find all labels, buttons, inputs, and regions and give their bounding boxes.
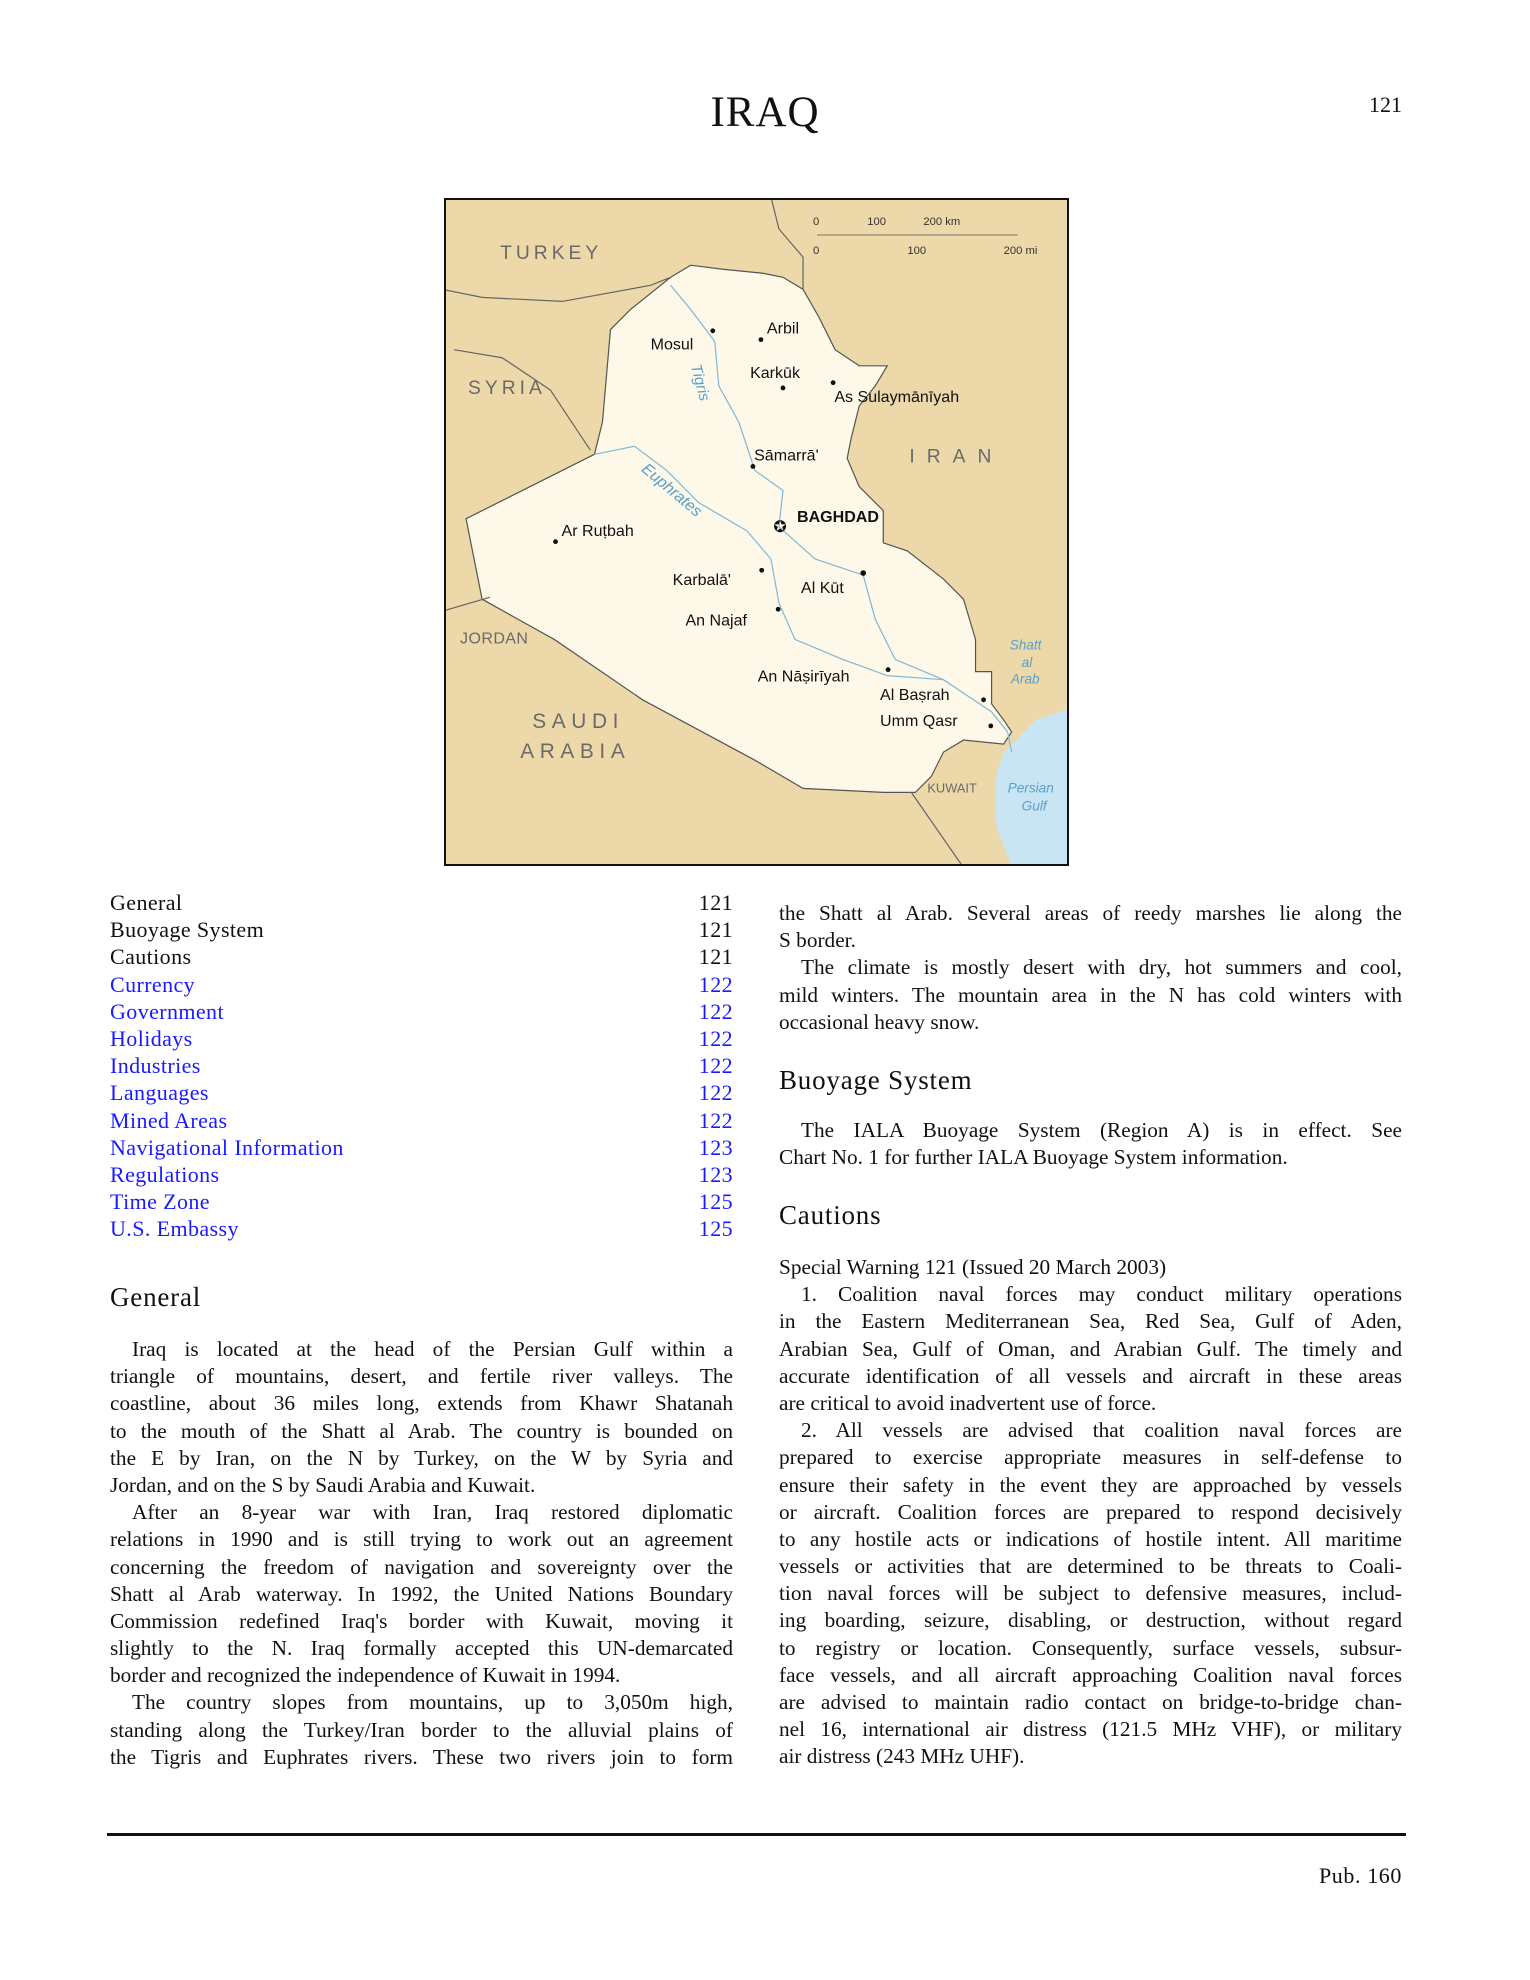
general-text-left [110, 1336, 733, 1771]
toc-entry[interactable] [110, 1188, 733, 1215]
toc-entry [110, 916, 733, 943]
city-sulaymaniyah: As Sulaymānīyah [834, 387, 960, 407]
text-line: nel 16, international air distress (121.5 MHz VHF), or military [779, 1717, 1402, 1742]
page-number: 121 [1369, 92, 1402, 117]
map-graphic [446, 200, 1067, 864]
footer-rule [107, 1833, 1406, 1836]
text-line: After an 8-year war with Iran, Iraq restored diplomatic [132, 1500, 733, 1525]
label-arab: Arab [1010, 671, 1040, 687]
toc-entry[interactable] [110, 1107, 733, 1134]
toc-entry[interactable] [110, 1161, 733, 1188]
text-line: slightly to the N. Iraq formally accepted this UN-demarcated [110, 1636, 733, 1661]
city-al-basrah: Al Baṣrah [880, 685, 950, 704]
city-an-najaf: An Najaf [685, 611, 748, 630]
text-line: The IALA Buoyage System (Region A) is in effect. See [801, 1118, 1402, 1142]
text-line: to any hostile acts or indications of hostile intent. All maritime [779, 1526, 1402, 1551]
text-line: ing boarding, seizure, disabling, or destruction, without regard [779, 1608, 1402, 1633]
city-al-kut: Al Kūt [801, 579, 844, 598]
text-line: ensure their safety in the event they are approached by vessels [779, 1472, 1402, 1497]
scale-km-200: 200 km [923, 215, 961, 228]
toc-entry-page: 121 [698, 890, 733, 915]
city-an-nasiriyah: An Nāṣirīyah [757, 667, 850, 686]
text-line: mild winters. The mountain area in the N has cold winters with [779, 982, 1402, 1007]
text-line: Special Warning 121 (Issued 20 March 2003) [779, 1255, 1167, 1279]
label-syria: SYRIA [468, 377, 546, 399]
toc-entry [110, 943, 733, 970]
text-line: are critical to avoid inadvertent use of force. [779, 1390, 1157, 1415]
toc-entry-label[interactable]: U.S. Embassy [110, 1216, 239, 1242]
label-arabia: ARABIA [520, 740, 631, 764]
text-line: concerning the freedom of navigation and sovereignty over the [110, 1554, 733, 1579]
text-line: The climate is mostly desert with dry, hot summers and cool, [801, 955, 1402, 980]
text-line: the Shatt al Arab. Several areas of reedy marshes lie along the [779, 901, 1402, 925]
city-arbil: Arbil [766, 319, 800, 338]
text-line: vessels or activities that are determined to be threats to Coali- [779, 1554, 1402, 1579]
text-line: Jordan, and on the S by Saudi Arabia and Kuwait. [110, 1472, 536, 1497]
toc-entry[interactable] [110, 1215, 733, 1242]
text-line: 2. All vessels are advised that coalition naval forces are [801, 1418, 1402, 1443]
text-line: Chart No. 1 for further IALA Buoyage System information. [779, 1145, 1288, 1170]
toc-entry-page: 121 [698, 917, 733, 943]
toc-entry[interactable] [110, 1079, 733, 1106]
toc-entry[interactable] [110, 1134, 733, 1161]
text-line: border and recognized the independence of Kuwait in 1994. [110, 1663, 621, 1688]
text-line: or aircraft. Coalition forces are prepared to respond decisively [779, 1499, 1402, 1524]
label-tigris: Tigris [686, 362, 713, 403]
toc-entry-page[interactable]: 122 [698, 1080, 733, 1106]
label-jordan: JORDAN [460, 629, 529, 648]
toc-entry-page[interactable]: 122 [698, 971, 733, 997]
toc-entry-page[interactable]: 122 [698, 1053, 733, 1079]
toc-entry-label[interactable]: Currency [110, 971, 196, 997]
publication-label: Pub. 160 [1318, 1863, 1402, 1888]
text-line: standing along the Turkey/Iran border to the alluvial plains of [110, 1717, 733, 1742]
text-line: are advised to maintain radio contact on bridge-to-bridge chan- [779, 1690, 1402, 1714]
text-line: tion naval forces will be subject to defensive measures, includ- [779, 1581, 1402, 1606]
scale-mi-0: 0 [813, 244, 820, 257]
scale-mi-200: 200 mi [1003, 244, 1038, 257]
text-line: prepared to exercise appropriate measures in self-defense to [779, 1445, 1402, 1470]
toc-entry-page[interactable]: 125 [698, 1189, 733, 1215]
text-line: face vessels, and all aircraft approaching Coalition naval forces [779, 1662, 1402, 1687]
city-karkuk: Karkūk [750, 363, 801, 382]
label-gulf: Gulf [1021, 798, 1047, 814]
text-line: occasional heavy snow. [779, 1009, 980, 1034]
page-title: IRAQ [710, 89, 820, 136]
toc-entry-page[interactable]: 122 [698, 998, 733, 1024]
toc-entry-page[interactable]: 122 [698, 1107, 733, 1133]
iraq-map [444, 198, 1069, 866]
text-line: accurate identification of all vessels and aircraft in these areas [779, 1363, 1402, 1388]
toc-entry-label[interactable]: Government [110, 998, 224, 1024]
table-of-contents [110, 889, 733, 1243]
toc-entry-label[interactable]: Industries [110, 1053, 201, 1079]
label-al: al [1021, 654, 1033, 670]
capital-star-icon: ✪ [773, 517, 787, 537]
section-heading-cautions: Cautions [779, 1200, 882, 1230]
city-mosul: Mosul [650, 335, 694, 354]
toc-entry-page[interactable]: 123 [698, 1134, 733, 1160]
text-line: Shatt al Arab waterway. In 1992, the United Nations Boundary [110, 1581, 733, 1606]
text-line: air distress (243 MHz UHF). [779, 1744, 1025, 1769]
text-line: The country slopes from mountains, up to 3,050m high, [132, 1690, 733, 1715]
section-heading-general: General [110, 1282, 202, 1312]
city-samarra: Sāmarrā' [754, 446, 819, 465]
text-line: in the Eastern Mediterranean Sea, Red Sea, Gulf of Aden, [779, 1309, 1402, 1334]
scale-km-0: 0 [813, 215, 820, 228]
toc-entry-label[interactable]: Navigational Information [110, 1134, 344, 1160]
text-line: the Tigris and Euphrates rivers. These two rivers join to form [110, 1744, 733, 1769]
toc-entry[interactable] [110, 1052, 733, 1079]
city-umm-qasr: Umm Qasr [880, 711, 958, 730]
label-iran: IRAN [909, 446, 1004, 468]
buoyage-text [779, 1117, 1402, 1171]
text-line: relations in 1990 and is still trying to work out an agreement [110, 1527, 733, 1552]
text-line: Iraq is located at the head of the Persian Gulf within a [132, 1337, 733, 1361]
toc-entry [110, 889, 733, 916]
label-saudi: SAUDI [532, 709, 625, 733]
scale-km-100: 100 [867, 215, 886, 228]
text-line: S border. [779, 928, 856, 953]
city-ar-rutbah: Ar Ruṭbah [561, 522, 634, 541]
text-line: 1. Coalition naval forces may conduct military operations [801, 1282, 1402, 1307]
toc-entry-page: 121 [698, 944, 733, 970]
cautions-text [779, 1254, 1402, 1771]
text-line: triangle of mountains, desert, and fertile river valleys. The [110, 1364, 733, 1389]
toc-entry[interactable] [110, 1025, 733, 1052]
general-text-right [779, 900, 1402, 1036]
label-kuwait: KUWAIT [927, 780, 977, 796]
toc-entry-label[interactable]: Holidays [110, 1026, 193, 1052]
toc-entry[interactable] [110, 971, 733, 998]
toc-entry-page[interactable]: 123 [698, 1162, 733, 1188]
toc-entry-label[interactable]: Mined Areas [110, 1107, 228, 1133]
scale-mi-100: 100 [907, 244, 927, 257]
toc-entry-label[interactable]: Time Zone [110, 1189, 210, 1215]
toc-entry-label[interactable]: Regulations [110, 1162, 220, 1188]
label-persian: Persian [1007, 780, 1054, 796]
section-heading-buoyage: Buoyage System [779, 1065, 973, 1095]
text-line: Commission redefined Iraq's border with Kuwait, moving it [110, 1608, 733, 1633]
toc-entry-label: Buoyage System [110, 917, 265, 943]
toc-entry-label: Cautions [110, 944, 192, 970]
toc-entry-page[interactable]: 122 [698, 1026, 733, 1052]
label-shatt: Shatt [1009, 637, 1042, 653]
text-line: Arabian Sea, Gulf of Oman, and Arabian Gulf. The timely and [779, 1336, 1402, 1361]
toc-entry-page[interactable]: 125 [698, 1216, 733, 1242]
text-line: the E by Iran, on the N by Turkey, on the W by Syria and [110, 1445, 733, 1470]
toc-entry-label: General [110, 890, 183, 915]
city-baghdad: BAGHDAD [797, 507, 879, 526]
toc-entry-label[interactable]: Languages [110, 1080, 209, 1106]
toc-entry[interactable] [110, 998, 733, 1025]
text-line: to registry or location. Consequently, surface vessels, subsur- [779, 1635, 1402, 1660]
city-karbala: Karbalā' [672, 571, 732, 590]
text-line: coastline, about 36 miles long, extends from Khawr Shatanah [110, 1391, 733, 1416]
label-euphrates: Euphrates [637, 459, 706, 521]
label-turkey: TURKEY [500, 243, 603, 265]
text-line: to the mouth of the Shatt al Arab. The country is bounded on [110, 1418, 733, 1443]
